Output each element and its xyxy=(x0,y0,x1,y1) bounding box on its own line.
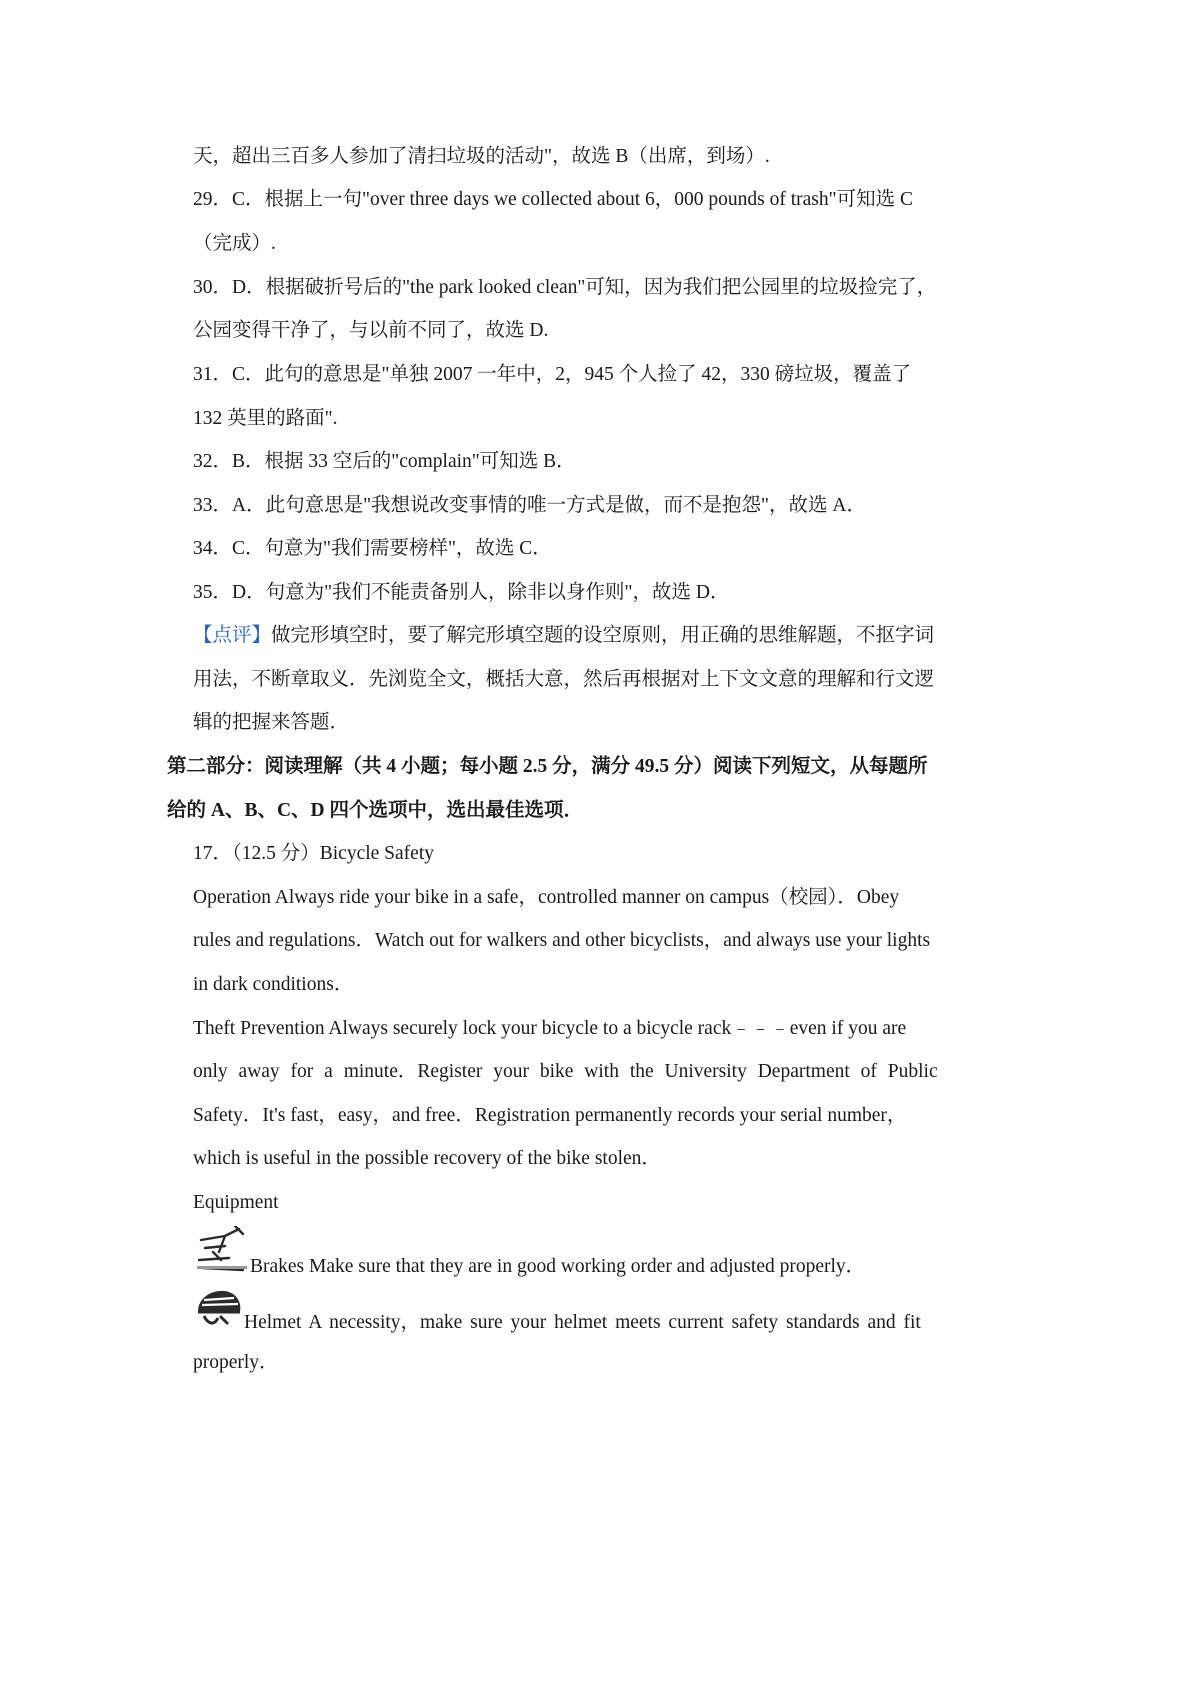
section-heading-continued: 给的 A、B、C、D 四个选项中，选出最佳选项． xyxy=(167,800,584,821)
answer-29-continued: （完成）. xyxy=(193,233,276,254)
answer-30-continued: 公园变得干净了，与以前不同了，故选 D. xyxy=(193,320,549,341)
brakes-item: Brakes Make sure that they are in good working order and adjusted properly． xyxy=(250,1256,866,1277)
answer-28-continued: 天，超出三百多人参加了清扫垃圾的活动"，故选 B（出席，到场）. xyxy=(193,146,770,167)
helmet-item: Helmet A necessity，make sure your helmet meets current safety standards and fit xyxy=(244,1312,921,1333)
answer-34: 34．C．句意为"我们需要榜样"，故选 C． xyxy=(193,538,552,559)
helmet-item-continued: properly． xyxy=(193,1352,279,1373)
answer-29: 29．C．根据上一句"over three days we collected about 6，000 pounds of trash"可知选 C xyxy=(193,189,913,210)
section-heading: 第二部分：阅读理解（共 4 小题；每小题 2.5 分，满分 49.5 分）阅读下列短文，从每题所 xyxy=(167,756,928,777)
comment-text: 做完形填空时，要了解完形填空题的设空原则，用正确的思维解题，不抠字词 xyxy=(271,625,935,646)
answer-31-continued: 132 英里的路面". xyxy=(193,408,338,429)
operation-paragraph: Operation Always ride your bike in a safe，controlled manner on campus（校园）．Obey xyxy=(193,887,900,908)
brakes-icon xyxy=(195,1226,249,1274)
comment-continued-1: 用法，不断章取义．先浏览全文，概括大意，然后再根据对上下文文意的理解和行文逻 xyxy=(193,669,935,690)
helmet-icon xyxy=(194,1288,244,1330)
comment-paragraph xyxy=(193,623,934,649)
theft-prevention-continued-3: which is useful in the possible recovery of the bike stolen． xyxy=(193,1148,661,1169)
answer-30: 30．D．根据破折号后的"the park looked clean"可知，因为我们把公园里的垃圾捡完了， xyxy=(193,277,937,298)
answer-33: 33．A．此句意思是"我想说改变事情的唯一方式是做，而不是抱怨"，故选 A． xyxy=(193,495,866,516)
theft-prevention-continued-2: Safety．It's fast，easy，and free．Registration permanently records your serial number， xyxy=(193,1105,907,1126)
theft-prevention-continued-1: only away for a minute．Register your bike with the University Department of Public xyxy=(193,1061,938,1082)
question-title: 17．（12.5 分）Bicycle Safety xyxy=(193,843,434,864)
answer-32: 32．B．根据 33 空后的"complain"可知选 B． xyxy=(193,451,576,472)
theft-prevention-paragraph: Theft Prevention Always securely lock your bicycle to a bicycle rack﹣﹣﹣even if you are xyxy=(193,1018,907,1039)
comment-tag: 【点评】 xyxy=(193,625,272,646)
equipment-heading: Equipment xyxy=(193,1192,279,1213)
answer-31: 31．C．此句的意思是"单独 2007 一年中，2，945 个人捡了 42，330 磅垃圾，覆盖了 xyxy=(193,364,912,385)
operation-paragraph-continued-2: in dark conditions． xyxy=(193,974,354,995)
operation-paragraph-continued-1: rules and regulations．Watch out for walkers and other bicyclists，and always use your lights xyxy=(193,930,931,951)
comment-continued-2: 辑的把握来答题． xyxy=(193,712,350,733)
answer-35: 35．D．句意为"我们不能责备别人，除非以身作则"，故选 D． xyxy=(193,582,730,603)
